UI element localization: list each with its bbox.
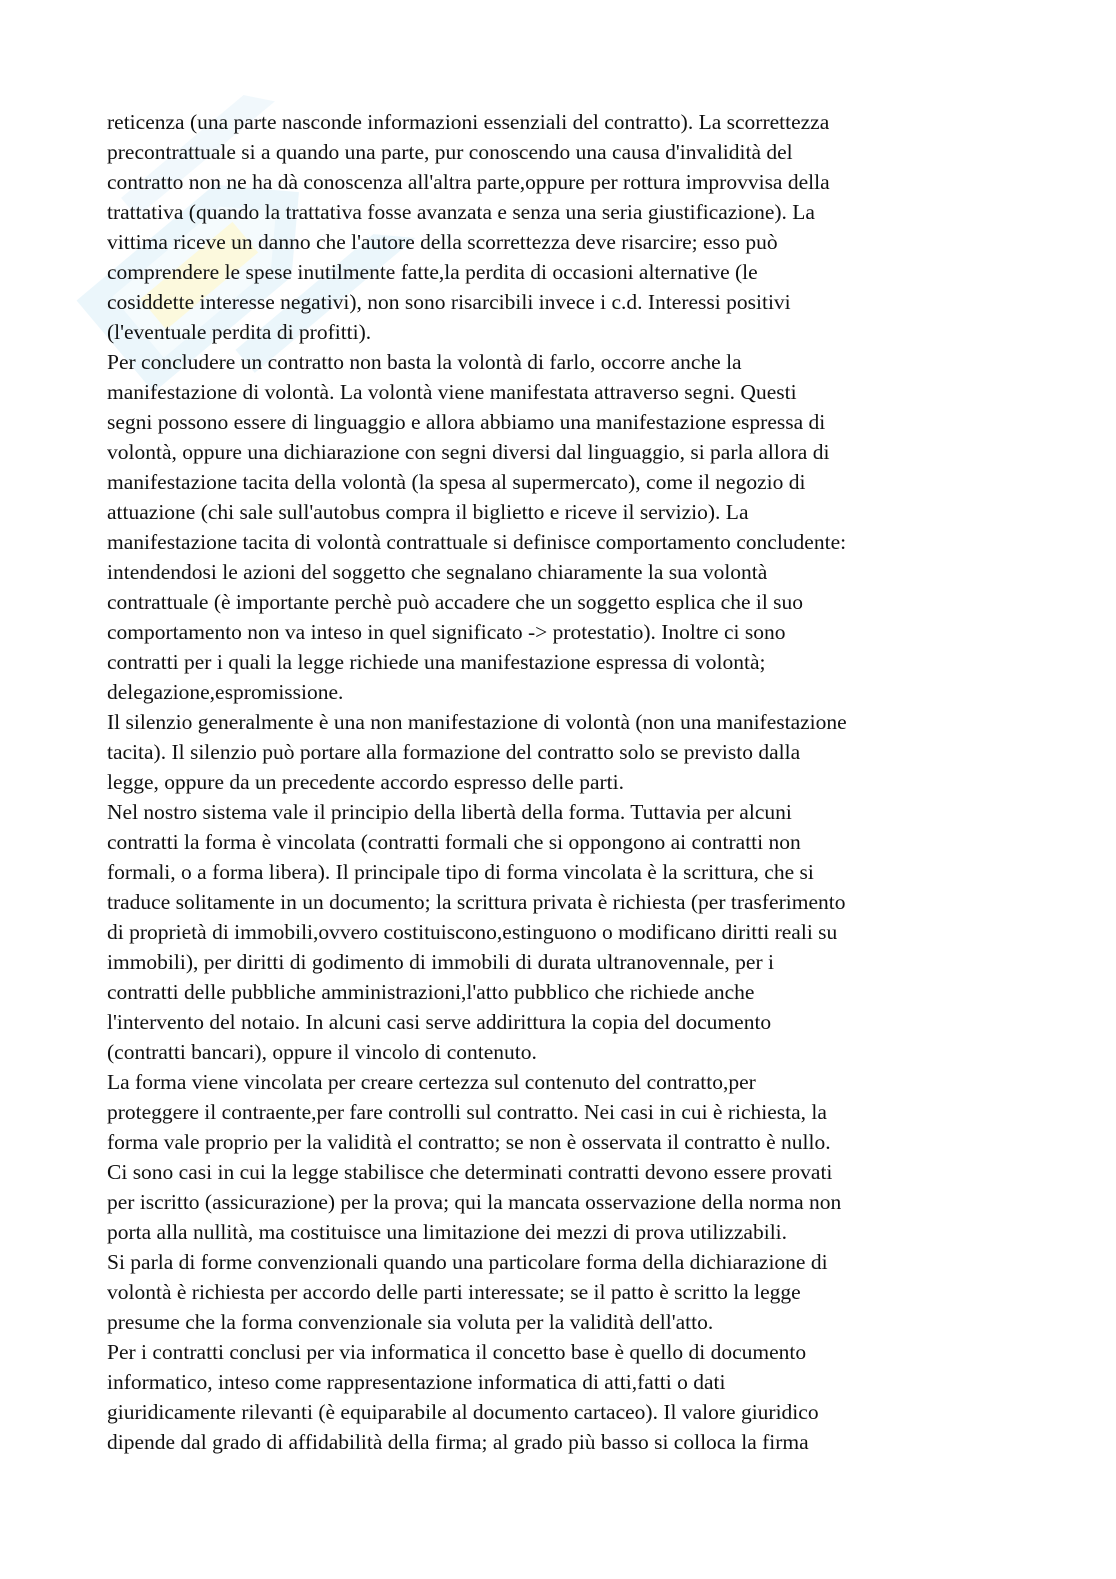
text-line: reticenza (una parte nasconde informazioni essenziali del contratto). La scorrettezza	[107, 110, 830, 134]
text-line: Ci sono casi in cui la legge stabilisce che determinati contratti devono essere provati	[107, 1160, 833, 1184]
text-line: delegazione,espromissione.	[107, 680, 344, 704]
text-line: dipende dal grado di affidabilità della firma; al grado più basso si colloca la firma	[107, 1430, 809, 1454]
text-line: precontrattuale si a quando una parte, pur conoscendo una causa d'invalidità del	[107, 140, 793, 164]
text-line: l'intervento del notaio. In alcuni casi serve addirittura la copia del documento	[107, 1010, 772, 1034]
text-line: La forma viene vincolata per creare certezza sul contenuto del contratto,per	[107, 1070, 756, 1094]
text-line: segni possono essere di linguaggio e allora abbiamo una manifestazione espressa di	[107, 410, 826, 434]
text-line: legge, oppure da un precedente accordo espresso delle parti.	[107, 770, 624, 794]
text-line: contratti la forma è vincolata (contratti formali che si oppongono ai contratti non	[107, 830, 801, 854]
text-line: comportamento non va inteso in quel significato -> protestatio). Inoltre ci sono	[107, 620, 786, 644]
text-line: vittima riceve un danno che l'autore della scorrettezza deve risarcire; esso può	[107, 230, 778, 254]
text-line: manifestazione tacita della volontà (la spesa al supermercato), come il negozio di	[107, 470, 806, 494]
text-line: contratto non ne ha dà conoscenza all'altra parte,oppure per rottura improvvisa della	[107, 170, 830, 194]
text-line: comprendere le spese inutilmente fatte,la perdita di occasioni alternative (le	[107, 260, 758, 284]
text-line: di proprietà di immobili,ovvero costituiscono,estinguono o modificano diritti reali su	[107, 920, 838, 944]
text-line: contratti per i quali la legge richiede una manifestazione espressa di volontà;	[107, 650, 766, 674]
text-line: trattativa (quando la trattativa fosse avanzata e senza una seria giustificazione). La	[107, 200, 815, 224]
text-line: contratti delle pubbliche amministrazioni,l'atto pubblico che richiede anche	[107, 980, 755, 1004]
text-line: giuridicamente rilevanti (è equiparabile al documento cartaceo). Il valore giuridico	[107, 1400, 819, 1424]
text-line: informatico, inteso come rappresentazione informatica di atti,fatti o dati	[107, 1370, 726, 1394]
text-line: forma vale proprio per la validità el contratto; se non è osservata il contratto è nullo.	[107, 1130, 831, 1154]
text-line: Il silenzio generalmente è una non manifestazione di volontà (non una manifestazione	[107, 710, 847, 734]
text-line: contrattuale (è importante perchè può accadere che un soggetto esplica che il suo	[107, 590, 804, 614]
text-line: proteggere il contraente,per fare controlli sul contratto. Nei casi in cui è richiesta, la	[107, 1100, 827, 1124]
text-line: immobili), per diritti di godimento di immobili di durata ultranovennale, per i	[107, 950, 774, 974]
text-line: attuazione (chi sale sull'autobus compra il biglietto e riceve il servizio). La	[107, 500, 749, 524]
text-line: porta alla nullità, ma costituisce una limitazione dei mezzi di prova utilizzabili.	[107, 1220, 788, 1244]
text-line: traduce solitamente in un documento; la scrittura privata è richiesta (per trasferimento	[107, 890, 846, 914]
text-line: Nel nostro sistema vale il principio della libertà della forma. Tuttavia per alcuni	[107, 800, 792, 824]
document-body-text	[107, 107, 1017, 1457]
text-line: volontà è richiesta per accordo delle parti interessate; se il patto è scritto la legge	[107, 1280, 801, 1304]
text-line: Si parla di forme convenzionali quando una particolare forma della dichiarazione di	[107, 1250, 828, 1274]
text-line: (l'eventuale perdita di profitti).	[107, 320, 372, 344]
text-line: formali, o a forma libera). Il principale tipo di forma vincolata è la scrittura, che si	[107, 860, 814, 884]
text-line: Per i contratti conclusi per via informatica il concetto base è quello di documento	[107, 1340, 807, 1364]
text-line: presume che la forma convenzionale sia voluta per la validità dell'atto.	[107, 1310, 714, 1334]
text-line: (contratti bancari), oppure il vincolo di contenuto.	[107, 1040, 537, 1064]
text-line: Per concludere un contratto non basta la volontà di farlo, occorre anche la	[107, 350, 742, 374]
text-line: cosiddette interesse negativi), non sono risarcibili invece i c.d. Interessi positivi	[107, 290, 791, 314]
text-line: manifestazione di volontà. La volontà viene manifestata attraverso segni. Questi	[107, 380, 797, 404]
text-line: per iscritto (assicurazione) per la prova; qui la mancata osservazione della norma non	[107, 1190, 842, 1214]
text-line: tacita). Il silenzio può portare alla formazione del contratto solo se previsto dalla	[107, 740, 801, 764]
text-line: manifestazione tacita di volontà contrattuale si definisce comportamento concludente:	[107, 530, 847, 554]
text-line: intendendosi le azioni del soggetto che segnalano chiaramente la sua volontà	[107, 560, 768, 584]
text-line: volontà, oppure una dichiarazione con segni diversi dal linguaggio, si parla allora di	[107, 440, 830, 464]
